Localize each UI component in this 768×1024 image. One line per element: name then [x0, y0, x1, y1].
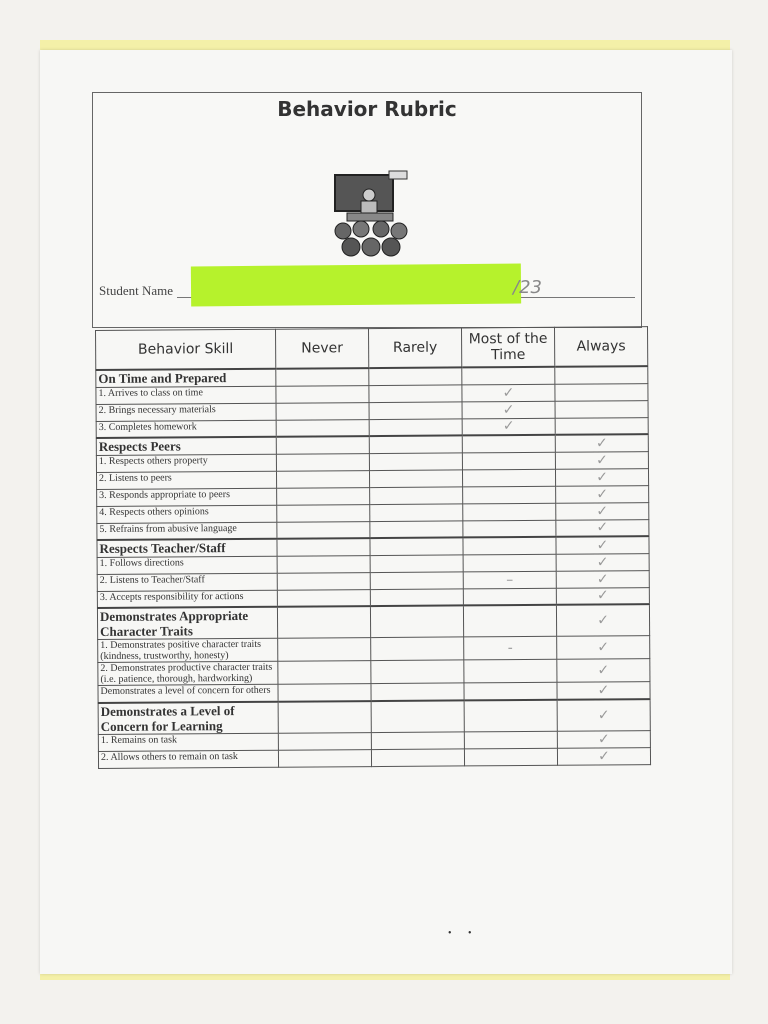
never-cell: [277, 504, 370, 522]
always-cell: ✓: [556, 570, 649, 588]
section-label: Demonstrates Appropriate Character Traits: [97, 607, 277, 640]
never-cell: [277, 606, 370, 638]
skill-label: 2. Allows others to remain on task: [98, 750, 278, 768]
never-cell: [276, 453, 369, 471]
never-cell: [278, 638, 371, 662]
always-cell: ✓: [556, 519, 649, 537]
most-of-the-time-cell: ✓: [462, 401, 555, 419]
always-cell: ✓: [557, 636, 650, 660]
rarely-cell: [369, 367, 462, 385]
never-cell: [278, 732, 371, 750]
section-label: On Time and Prepared: [96, 369, 276, 387]
most-of-the-time-cell: [464, 682, 557, 700]
always-cell: [555, 417, 648, 435]
most-of-the-time-cell: [462, 435, 555, 453]
never-cell: [277, 589, 370, 607]
always-cell: [555, 400, 648, 418]
rarely-cell: [370, 554, 463, 572]
always-cell: ✓: [556, 502, 649, 520]
rarely-cell: [371, 748, 464, 766]
never-cell: [278, 661, 371, 685]
skill-label: 1. Follows directions: [97, 556, 277, 574]
rarely-cell: [369, 435, 462, 453]
never-cell: [276, 402, 369, 420]
most-of-the-time-cell: [463, 520, 556, 538]
rarely-cell: [369, 452, 462, 470]
skill-label: 2. Brings necessary materials: [96, 403, 276, 421]
column-header-never: Never: [275, 329, 368, 369]
most-of-the-time-cell: [464, 699, 557, 731]
most-of-the-time-cell: [463, 605, 556, 637]
most-of-the-time-cell: [463, 588, 556, 606]
rarely-cell: [371, 700, 464, 732]
skill-label: 1. Respects others property: [96, 454, 276, 472]
always-cell: ✓: [557, 699, 650, 731]
most-of-the-time-cell: [462, 367, 555, 385]
rarely-cell: [370, 537, 463, 555]
classroom-clipart-icon: [329, 169, 413, 261]
most-of-the-time-cell: ✓: [462, 384, 555, 402]
section-label: Respects Peers: [96, 437, 276, 455]
never-cell: [276, 470, 369, 488]
student-name-label: Student Name: [99, 283, 174, 298]
never-cell: [277, 487, 370, 505]
rarely-cell: [371, 683, 464, 701]
rarely-cell: [370, 503, 463, 521]
rubric-header: [92, 92, 642, 328]
rarely-cell: [371, 731, 464, 749]
rubric-item-row: [98, 747, 650, 768]
always-cell: ✓: [557, 747, 650, 765]
most-of-the-time-cell: [463, 554, 556, 572]
section-label: Respects Teacher/Staff: [97, 539, 277, 557]
rarely-cell: [370, 520, 463, 538]
most-of-the-time-cell: [464, 659, 557, 683]
rubric-header-row: [96, 327, 648, 370]
never-cell: [276, 436, 369, 454]
never-cell: [277, 555, 370, 573]
always-cell: ✓: [555, 434, 648, 452]
skill-label: 1. Remains on task: [98, 733, 278, 751]
column-header-most: Most of the Time: [461, 327, 554, 367]
skill-label: 5. Refrains from abusive language: [97, 522, 277, 540]
skill-label: 2. Demonstrates productive character traits (i.e. patience, thorough, hardworking): [98, 661, 278, 685]
rarely-cell: [370, 571, 463, 589]
never-cell: [276, 385, 369, 403]
most-of-the-time-cell: [463, 537, 556, 555]
always-cell: ✓: [556, 485, 649, 503]
never-cell: [277, 521, 370, 539]
rarely-cell: [370, 486, 463, 504]
scan-dot: •: [468, 928, 472, 939]
page-title: Behavior Rubric: [277, 97, 457, 121]
always-cell: ✓: [557, 682, 650, 700]
skill-label: 2. Listens to peers: [96, 471, 276, 489]
always-cell: ✓: [556, 604, 649, 636]
always-cell: ✓: [555, 468, 648, 486]
always-cell: [555, 366, 648, 384]
always-cell: ✓: [556, 587, 649, 605]
most-of-the-time-cell: -: [464, 636, 557, 660]
most-of-the-time-cell: –: [463, 571, 556, 589]
never-cell: [278, 749, 371, 767]
section-label: Demonstrates a Level of Concern for Learning: [98, 701, 278, 734]
column-header-always: Always: [554, 327, 647, 367]
never-cell: [276, 419, 369, 437]
always-cell: ✓: [557, 659, 650, 683]
most-of-the-time-cell: [463, 486, 556, 504]
skill-label: Demonstrates a level of concern for others: [98, 684, 278, 702]
rarely-cell: [371, 637, 464, 661]
most-of-the-time-cell: [462, 452, 555, 470]
never-cell: [277, 572, 370, 590]
never-cell: [278, 684, 371, 702]
rubric-section-row: [98, 699, 650, 734]
column-header-rarely: Rarely: [368, 328, 461, 368]
rarely-cell: [369, 384, 462, 402]
most-of-the-time-cell: [464, 731, 557, 749]
skill-label: 1. Arrives to class on time: [96, 386, 276, 404]
behavior-rubric-table: [95, 326, 651, 768]
most-of-the-time-cell: [462, 469, 555, 487]
rarely-cell: [371, 660, 464, 684]
rarely-cell: [370, 588, 463, 606]
rubric-body: [96, 366, 651, 768]
skill-label: 2. Listens to Teacher/Staff: [97, 573, 277, 591]
column-header-skill: Behavior Skill: [96, 329, 276, 370]
most-of-the-time-cell: [463, 503, 556, 521]
skill-label: 3. Completes homework: [96, 420, 276, 438]
most-of-the-time-cell: ✓: [462, 418, 555, 436]
rubric-section-row: [97, 604, 649, 639]
skill-label: 4. Respects others opinions: [97, 505, 277, 523]
rarely-cell: [369, 401, 462, 419]
handwritten-fragment: /23: [513, 277, 542, 298]
skill-label: 1. Demonstrates positive character traits (kindness, trustworthy, honesty): [98, 638, 278, 662]
never-cell: [278, 701, 371, 733]
never-cell: [276, 368, 369, 386]
always-cell: ✓: [555, 451, 648, 469]
always-cell: ✓: [556, 536, 649, 554]
rarely-cell: [369, 418, 462, 436]
skill-label: 3. Accepts responsibility for actions: [97, 590, 277, 608]
redaction-highlight: [191, 264, 521, 307]
rarely-cell: [370, 605, 463, 637]
always-cell: ✓: [556, 553, 649, 571]
scan-dot: •: [448, 928, 452, 939]
always-cell: [555, 383, 648, 401]
most-of-the-time-cell: [464, 748, 557, 766]
rarely-cell: [369, 469, 462, 487]
always-cell: ✓: [557, 730, 650, 748]
never-cell: [277, 538, 370, 556]
skill-label: 3. Responds appropriate to peers: [97, 488, 277, 506]
